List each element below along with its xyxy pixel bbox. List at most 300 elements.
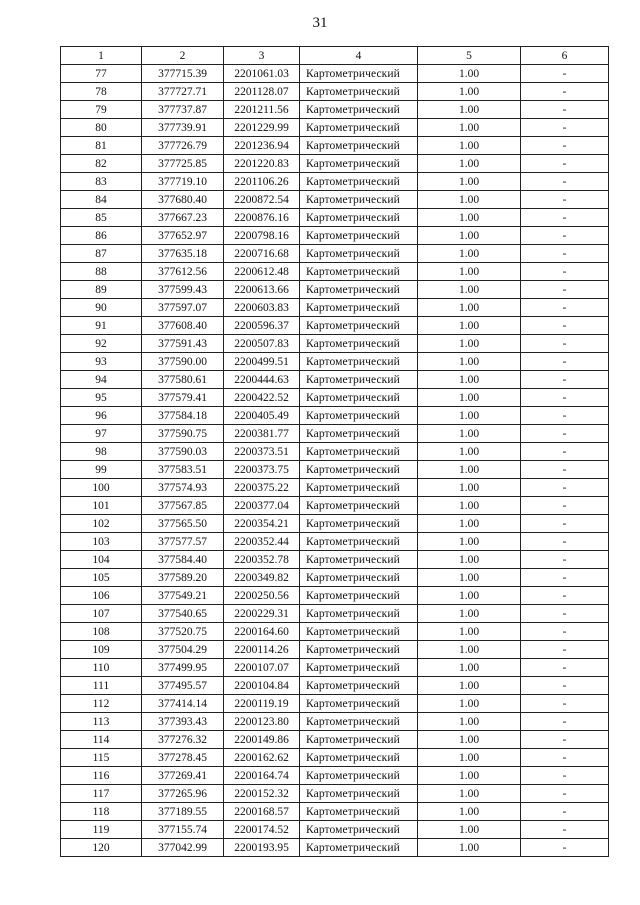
method-cell: Картометрический (300, 497, 418, 515)
accuracy-cell: 1.00 (418, 497, 521, 515)
note-cell: - (521, 137, 609, 155)
header-cell: 5 (418, 47, 521, 65)
accuracy-cell: 1.00 (418, 659, 521, 677)
x-coordinate-cell: 377737.87 (142, 101, 224, 119)
note-cell: - (521, 695, 609, 713)
point-number-cell: 84 (61, 191, 142, 209)
table-row (61, 551, 609, 569)
note-cell: - (521, 623, 609, 641)
x-coordinate-cell: 377549.21 (142, 587, 224, 605)
note-cell: - (521, 839, 609, 857)
y-coordinate-cell: 2200876.16 (224, 209, 300, 227)
x-coordinate-cell: 377608.40 (142, 317, 224, 335)
point-number-cell: 104 (61, 551, 142, 569)
table-row (61, 209, 609, 227)
x-coordinate-cell: 377584.18 (142, 407, 224, 425)
method-cell: Картометрический (300, 839, 418, 857)
method-cell: Картометрический (300, 479, 418, 497)
table-row (61, 803, 609, 821)
x-coordinate-cell: 377540.65 (142, 605, 224, 623)
table-row (61, 317, 609, 335)
method-cell: Картометрический (300, 101, 418, 119)
y-coordinate-cell: 2200164.60 (224, 623, 300, 641)
accuracy-cell: 1.00 (418, 713, 521, 731)
accuracy-cell: 1.00 (418, 695, 521, 713)
note-cell: - (521, 785, 609, 803)
x-coordinate-cell: 377414.14 (142, 695, 224, 713)
note-cell: - (521, 677, 609, 695)
note-cell: - (521, 65, 609, 83)
method-cell: Картометрический (300, 605, 418, 623)
table-row (61, 353, 609, 371)
point-number-cell: 99 (61, 461, 142, 479)
y-coordinate-cell: 2200373.51 (224, 443, 300, 461)
point-number-cell: 109 (61, 641, 142, 659)
accuracy-cell: 1.00 (418, 767, 521, 785)
point-number-cell: 86 (61, 227, 142, 245)
accuracy-cell: 1.00 (418, 407, 521, 425)
x-coordinate-cell: 377591.43 (142, 335, 224, 353)
point-number-cell: 96 (61, 407, 142, 425)
y-coordinate-cell: 2200229.31 (224, 605, 300, 623)
y-coordinate-cell: 2200422.52 (224, 389, 300, 407)
point-number-cell: 97 (61, 425, 142, 443)
note-cell: - (521, 533, 609, 551)
y-coordinate-cell: 2200174.52 (224, 821, 300, 839)
note-cell: - (521, 551, 609, 569)
table-row (61, 839, 609, 857)
x-coordinate-cell: 377725.85 (142, 155, 224, 173)
y-coordinate-cell: 2200149.86 (224, 731, 300, 749)
note-cell: - (521, 407, 609, 425)
method-cell: Картометрический (300, 299, 418, 317)
method-cell: Картометрический (300, 227, 418, 245)
y-coordinate-cell: 2200507.83 (224, 335, 300, 353)
method-cell: Картометрический (300, 263, 418, 281)
y-coordinate-cell: 2200596.37 (224, 317, 300, 335)
y-coordinate-cell: 2200613.66 (224, 281, 300, 299)
point-number-cell: 79 (61, 101, 142, 119)
y-coordinate-cell: 2201128.07 (224, 83, 300, 101)
x-coordinate-cell: 377495.57 (142, 677, 224, 695)
table-row (61, 569, 609, 587)
accuracy-cell: 1.00 (418, 137, 521, 155)
accuracy-cell: 1.00 (418, 839, 521, 857)
accuracy-cell: 1.00 (418, 65, 521, 83)
accuracy-cell: 1.00 (418, 677, 521, 695)
table-row (61, 173, 609, 191)
method-cell: Картометрический (300, 173, 418, 191)
table-row (61, 695, 609, 713)
method-cell: Картометрический (300, 803, 418, 821)
header-cell: 1 (61, 47, 142, 65)
note-cell: - (521, 803, 609, 821)
y-coordinate-cell: 2200104.84 (224, 677, 300, 695)
method-cell: Картометрический (300, 407, 418, 425)
table-row (61, 443, 609, 461)
x-coordinate-cell: 377565.50 (142, 515, 224, 533)
table-row (61, 785, 609, 803)
note-cell: - (521, 155, 609, 173)
point-number-cell: 119 (61, 821, 142, 839)
note-cell: - (521, 101, 609, 119)
method-cell: Картометрический (300, 641, 418, 659)
x-coordinate-cell: 377590.03 (142, 443, 224, 461)
point-number-cell: 120 (61, 839, 142, 857)
x-coordinate-cell: 377583.51 (142, 461, 224, 479)
method-cell: Картометрический (300, 119, 418, 137)
y-coordinate-cell: 2200250.56 (224, 587, 300, 605)
x-coordinate-cell: 377574.93 (142, 479, 224, 497)
method-cell: Картометрический (300, 659, 418, 677)
header-cell: 2 (142, 47, 224, 65)
accuracy-cell: 1.00 (418, 245, 521, 263)
accuracy-cell: 1.00 (418, 299, 521, 317)
y-coordinate-cell: 2200164.74 (224, 767, 300, 785)
note-cell: - (521, 731, 609, 749)
x-coordinate-cell: 377612.56 (142, 263, 224, 281)
accuracy-cell: 1.00 (418, 335, 521, 353)
method-cell: Картометрический (300, 83, 418, 101)
method-cell: Картометрический (300, 461, 418, 479)
point-number-cell: 98 (61, 443, 142, 461)
method-cell: Картометрический (300, 137, 418, 155)
table-row (61, 659, 609, 677)
accuracy-cell: 1.00 (418, 263, 521, 281)
accuracy-cell: 1.00 (418, 533, 521, 551)
y-coordinate-cell: 2200352.78 (224, 551, 300, 569)
x-coordinate-cell: 377584.40 (142, 551, 224, 569)
point-number-cell: 107 (61, 605, 142, 623)
note-cell: - (521, 587, 609, 605)
y-coordinate-cell: 2200373.75 (224, 461, 300, 479)
point-number-cell: 82 (61, 155, 142, 173)
accuracy-cell: 1.00 (418, 119, 521, 137)
point-number-cell: 77 (61, 65, 142, 83)
x-coordinate-cell: 377265.96 (142, 785, 224, 803)
note-cell: - (521, 389, 609, 407)
y-coordinate-cell: 2200162.62 (224, 749, 300, 767)
table-row (61, 731, 609, 749)
accuracy-cell: 1.00 (418, 623, 521, 641)
x-coordinate-cell: 377189.55 (142, 803, 224, 821)
y-coordinate-cell: 2201229.99 (224, 119, 300, 137)
accuracy-cell: 1.00 (418, 281, 521, 299)
note-cell: - (521, 227, 609, 245)
accuracy-cell: 1.00 (418, 227, 521, 245)
table-body (61, 65, 609, 857)
point-number-cell: 100 (61, 479, 142, 497)
point-number-cell: 78 (61, 83, 142, 101)
y-coordinate-cell: 2201236.94 (224, 137, 300, 155)
note-cell: - (521, 569, 609, 587)
method-cell: Картометрический (300, 533, 418, 551)
header-cell: 4 (300, 47, 418, 65)
accuracy-cell: 1.00 (418, 209, 521, 227)
table-row (61, 263, 609, 281)
x-coordinate-cell: 377579.41 (142, 389, 224, 407)
x-coordinate-cell: 377278.45 (142, 749, 224, 767)
point-number-cell: 103 (61, 533, 142, 551)
accuracy-cell: 1.00 (418, 155, 521, 173)
y-coordinate-cell: 2200119.19 (224, 695, 300, 713)
x-coordinate-cell: 377269.41 (142, 767, 224, 785)
y-coordinate-cell: 2200716.68 (224, 245, 300, 263)
accuracy-cell: 1.00 (418, 587, 521, 605)
y-coordinate-cell: 2200375.22 (224, 479, 300, 497)
point-number-cell: 114 (61, 731, 142, 749)
x-coordinate-cell: 377504.29 (142, 641, 224, 659)
x-coordinate-cell: 377577.57 (142, 533, 224, 551)
table-row (61, 497, 609, 515)
page-number: 31 (312, 15, 328, 31)
method-cell: Картометрический (300, 281, 418, 299)
x-coordinate-cell: 377652.97 (142, 227, 224, 245)
y-coordinate-cell: 2200381.77 (224, 425, 300, 443)
point-number-cell: 118 (61, 803, 142, 821)
table-row (61, 749, 609, 767)
note-cell: - (521, 83, 609, 101)
y-coordinate-cell: 2201211.56 (224, 101, 300, 119)
method-cell: Картометрический (300, 677, 418, 695)
coordinates-table (60, 46, 609, 857)
method-cell: Картометрический (300, 569, 418, 587)
table-row (61, 371, 609, 389)
table-row (61, 155, 609, 173)
y-coordinate-cell: 2200405.49 (224, 407, 300, 425)
point-number-cell: 112 (61, 695, 142, 713)
y-coordinate-cell: 2200603.83 (224, 299, 300, 317)
method-cell: Картометрический (300, 209, 418, 227)
accuracy-cell: 1.00 (418, 371, 521, 389)
point-number-cell: 85 (61, 209, 142, 227)
note-cell: - (521, 281, 609, 299)
note-cell: - (521, 641, 609, 659)
y-coordinate-cell: 2200107.07 (224, 659, 300, 677)
accuracy-cell: 1.00 (418, 785, 521, 803)
accuracy-cell: 1.00 (418, 641, 521, 659)
accuracy-cell: 1.00 (418, 569, 521, 587)
accuracy-cell: 1.00 (418, 101, 521, 119)
table-row (61, 245, 609, 263)
y-coordinate-cell: 2200354.21 (224, 515, 300, 533)
point-number-cell: 95 (61, 389, 142, 407)
table-row (61, 227, 609, 245)
accuracy-cell: 1.00 (418, 173, 521, 191)
point-number-cell: 87 (61, 245, 142, 263)
point-number-cell: 117 (61, 785, 142, 803)
point-number-cell: 108 (61, 623, 142, 641)
method-cell: Картометрический (300, 335, 418, 353)
accuracy-cell: 1.00 (418, 749, 521, 767)
method-cell: Картометрический (300, 245, 418, 263)
note-cell: - (521, 335, 609, 353)
x-coordinate-cell: 377680.40 (142, 191, 224, 209)
y-coordinate-cell: 2200123.80 (224, 713, 300, 731)
x-coordinate-cell: 377635.18 (142, 245, 224, 263)
accuracy-cell: 1.00 (418, 605, 521, 623)
x-coordinate-cell: 377667.23 (142, 209, 224, 227)
note-cell: - (521, 173, 609, 191)
method-cell: Картометрический (300, 713, 418, 731)
point-number-cell: 89 (61, 281, 142, 299)
method-cell: Картометрический (300, 695, 418, 713)
table-row (61, 677, 609, 695)
note-cell: - (521, 317, 609, 335)
point-number-cell: 81 (61, 137, 142, 155)
y-coordinate-cell: 2200352.44 (224, 533, 300, 551)
point-number-cell: 115 (61, 749, 142, 767)
header-cell: 6 (521, 47, 609, 65)
accuracy-cell: 1.00 (418, 821, 521, 839)
table-row (61, 587, 609, 605)
x-coordinate-cell: 377590.75 (142, 425, 224, 443)
x-coordinate-cell: 377042.99 (142, 839, 224, 857)
x-coordinate-cell: 377726.79 (142, 137, 224, 155)
table-row (61, 191, 609, 209)
accuracy-cell: 1.00 (418, 389, 521, 407)
note-cell: - (521, 479, 609, 497)
table-row (61, 425, 609, 443)
point-number-cell: 88 (61, 263, 142, 281)
table-row (61, 389, 609, 407)
table-row (61, 515, 609, 533)
note-cell: - (521, 749, 609, 767)
y-coordinate-cell: 2200152.32 (224, 785, 300, 803)
accuracy-cell: 1.00 (418, 317, 521, 335)
method-cell: Картометрический (300, 587, 418, 605)
note-cell: - (521, 497, 609, 515)
point-number-cell: 113 (61, 713, 142, 731)
method-cell: Картометрический (300, 371, 418, 389)
method-cell: Картометрический (300, 389, 418, 407)
y-coordinate-cell: 2200798.16 (224, 227, 300, 245)
y-coordinate-cell: 2200377.04 (224, 497, 300, 515)
note-cell: - (521, 353, 609, 371)
accuracy-cell: 1.00 (418, 803, 521, 821)
x-coordinate-cell: 377589.20 (142, 569, 224, 587)
note-cell: - (521, 119, 609, 137)
note-cell: - (521, 605, 609, 623)
y-coordinate-cell: 2200349.82 (224, 569, 300, 587)
table-row (61, 533, 609, 551)
header-cell: 3 (224, 47, 300, 65)
accuracy-cell: 1.00 (418, 353, 521, 371)
point-number-cell: 110 (61, 659, 142, 677)
method-cell: Картометрический (300, 515, 418, 533)
note-cell: - (521, 209, 609, 227)
x-coordinate-cell: 377276.32 (142, 731, 224, 749)
note-cell: - (521, 371, 609, 389)
note-cell: - (521, 191, 609, 209)
table-row (61, 479, 609, 497)
method-cell: Картометрический (300, 317, 418, 335)
method-cell: Картометрический (300, 551, 418, 569)
method-cell: Картометрический (300, 425, 418, 443)
point-number-cell: 94 (61, 371, 142, 389)
note-cell: - (521, 515, 609, 533)
point-number-cell: 83 (61, 173, 142, 191)
accuracy-cell: 1.00 (418, 425, 521, 443)
method-cell: Картометрический (300, 623, 418, 641)
x-coordinate-cell: 377393.43 (142, 713, 224, 731)
table-row (61, 299, 609, 317)
x-coordinate-cell: 377739.91 (142, 119, 224, 137)
x-coordinate-cell: 377597.07 (142, 299, 224, 317)
table-row (61, 335, 609, 353)
table-row (61, 137, 609, 155)
table-row (61, 461, 609, 479)
point-number-cell: 91 (61, 317, 142, 335)
note-cell: - (521, 443, 609, 461)
method-cell: Картометрический (300, 443, 418, 461)
accuracy-cell: 1.00 (418, 479, 521, 497)
method-cell: Картометрический (300, 767, 418, 785)
point-number-cell: 102 (61, 515, 142, 533)
point-number-cell: 92 (61, 335, 142, 353)
table-row (61, 281, 609, 299)
header-row (61, 47, 609, 65)
point-number-cell: 116 (61, 767, 142, 785)
table-row (61, 767, 609, 785)
table-row (61, 119, 609, 137)
y-coordinate-cell: 2201106.26 (224, 173, 300, 191)
note-cell: - (521, 767, 609, 785)
accuracy-cell: 1.00 (418, 191, 521, 209)
point-number-cell: 93 (61, 353, 142, 371)
accuracy-cell: 1.00 (418, 461, 521, 479)
y-coordinate-cell: 2200114.26 (224, 641, 300, 659)
table-row (61, 821, 609, 839)
table-row (61, 101, 609, 119)
point-number-cell: 105 (61, 569, 142, 587)
point-number-cell: 106 (61, 587, 142, 605)
method-cell: Картометрический (300, 65, 418, 83)
method-cell: Картометрический (300, 353, 418, 371)
y-coordinate-cell: 2200872.54 (224, 191, 300, 209)
point-number-cell: 90 (61, 299, 142, 317)
method-cell: Картометрический (300, 191, 418, 209)
x-coordinate-cell: 377567.85 (142, 497, 224, 515)
y-coordinate-cell: 2200193.95 (224, 839, 300, 857)
note-cell: - (521, 659, 609, 677)
y-coordinate-cell: 2200499.51 (224, 353, 300, 371)
table-row (61, 713, 609, 731)
y-coordinate-cell: 2200612.48 (224, 263, 300, 281)
accuracy-cell: 1.00 (418, 551, 521, 569)
table-row (61, 623, 609, 641)
x-coordinate-cell: 377520.75 (142, 623, 224, 641)
note-cell: - (521, 299, 609, 317)
x-coordinate-cell: 377727.71 (142, 83, 224, 101)
table-row (61, 605, 609, 623)
accuracy-cell: 1.00 (418, 515, 521, 533)
method-cell: Картометрический (300, 785, 418, 803)
note-cell: - (521, 461, 609, 479)
x-coordinate-cell: 377499.95 (142, 659, 224, 677)
method-cell: Картометрический (300, 749, 418, 767)
method-cell: Картометрический (300, 731, 418, 749)
table-row (61, 407, 609, 425)
table-header (61, 47, 609, 65)
method-cell: Картометрический (300, 155, 418, 173)
note-cell: - (521, 263, 609, 281)
point-number-cell: 111 (61, 677, 142, 695)
x-coordinate-cell: 377599.43 (142, 281, 224, 299)
table-row (61, 65, 609, 83)
table-row (61, 641, 609, 659)
table-row (61, 83, 609, 101)
